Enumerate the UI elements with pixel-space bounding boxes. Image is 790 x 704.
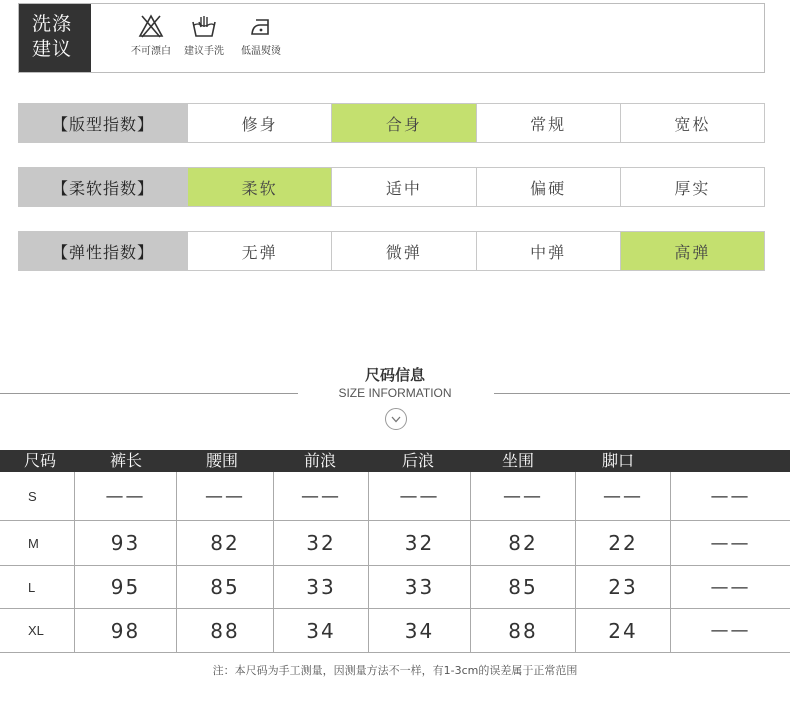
soft-index-row xyxy=(18,167,765,207)
hand-wash-icon xyxy=(190,14,218,38)
header-length: 裤长 xyxy=(110,451,143,470)
size-cell: M xyxy=(28,535,39,551)
header-back-rise: 后浪 xyxy=(402,451,435,470)
measurement-note: 注：本尺码为手工测量，因测量方法不一样，有1-3cm的误差属于正常范围 xyxy=(212,664,578,677)
value-cell: —— xyxy=(273,472,368,520)
fit-option-regular-fit: 合身 xyxy=(331,104,475,142)
fit-index-row xyxy=(18,103,765,143)
value-cell: 23 xyxy=(575,566,670,608)
elastic-option-slight: 微弹 xyxy=(331,232,475,270)
value-cell: —— xyxy=(470,472,575,520)
low-iron-icon xyxy=(248,14,274,38)
fit-option-loose: 宽松 xyxy=(620,104,764,142)
value-cell: —— xyxy=(74,472,176,520)
elastic-index-label: 【弹性指数】 xyxy=(19,232,187,270)
value-cell: 32 xyxy=(273,521,368,565)
soft-option-thick: 厚实 xyxy=(620,168,764,206)
header-hip: 坐围 xyxy=(502,451,535,470)
wash-item-hand-wash xyxy=(184,14,224,57)
size-info-subtitle: SIZE INFORMATION xyxy=(338,386,452,400)
value-cell: —— xyxy=(670,566,790,608)
value-cell: 85 xyxy=(176,566,273,608)
header-front-rise: 前浪 xyxy=(304,451,337,470)
no-bleach-caption: 不可漂白 xyxy=(131,46,171,57)
wash-advice-label xyxy=(19,4,91,72)
value-cell: —— xyxy=(670,609,790,652)
value-cell: 22 xyxy=(575,521,670,565)
value-cell: 85 xyxy=(470,566,575,608)
wash-label-line1: 洗涤 xyxy=(32,13,73,35)
no-bleach-icon xyxy=(138,14,164,38)
value-cell: 98 xyxy=(74,609,176,652)
value-cell: —— xyxy=(670,521,790,565)
header-waist: 腰围 xyxy=(206,451,239,470)
header-size: 尺码 xyxy=(24,451,57,470)
size-cell: S xyxy=(28,488,37,504)
fit-option-slim: 修身 xyxy=(187,104,331,142)
low-iron-caption: 低温熨烫 xyxy=(241,46,281,57)
value-cell: —— xyxy=(368,472,470,520)
value-cell: —— xyxy=(670,472,790,520)
value-cell: 33 xyxy=(273,566,368,608)
value-cell: 88 xyxy=(176,609,273,652)
value-cell: 33 xyxy=(368,566,470,608)
value-cell: 95 xyxy=(74,566,176,608)
chevron-down-icon xyxy=(385,408,407,430)
fit-option-normal: 常规 xyxy=(476,104,620,142)
value-cell: 24 xyxy=(575,609,670,652)
value-cell: 34 xyxy=(368,609,470,652)
fit-index-label: 【版型指数】 xyxy=(19,104,187,142)
value-cell: 93 xyxy=(74,521,176,565)
size-cell: XL xyxy=(28,623,44,638)
value-cell: 32 xyxy=(368,521,470,565)
elastic-option-high: 高弹 xyxy=(620,232,764,270)
soft-option-hard: 偏硬 xyxy=(476,168,620,206)
elastic-option-none: 无弹 xyxy=(187,232,331,270)
value-cell: —— xyxy=(176,472,273,520)
table-row xyxy=(0,609,790,653)
wash-item-low-iron xyxy=(241,14,281,57)
table-row xyxy=(0,566,790,609)
soft-option-soft: 柔软 xyxy=(187,168,331,206)
table-row xyxy=(0,472,790,521)
size-info-title: 尺码信息 xyxy=(364,366,425,384)
elastic-option-medium: 中弹 xyxy=(476,232,620,270)
header-leg-opening: 脚口 xyxy=(602,451,635,470)
size-table-header xyxy=(0,450,790,472)
soft-index-label: 【柔软指数】 xyxy=(19,168,187,206)
value-cell: —— xyxy=(575,472,670,520)
wash-advice-panel xyxy=(18,3,765,73)
value-cell: 82 xyxy=(176,521,273,565)
value-cell: 34 xyxy=(273,609,368,652)
table-row xyxy=(0,521,790,566)
wash-item-no-bleach xyxy=(131,14,171,57)
value-cell: 88 xyxy=(470,609,575,652)
value-cell: 82 xyxy=(470,521,575,565)
wash-label-line2: 建议 xyxy=(32,38,73,60)
size-cell: L xyxy=(28,579,36,595)
elastic-index-row xyxy=(18,231,765,271)
soft-option-medium: 适中 xyxy=(331,168,475,206)
hand-wash-caption: 建议手洗 xyxy=(184,46,224,57)
